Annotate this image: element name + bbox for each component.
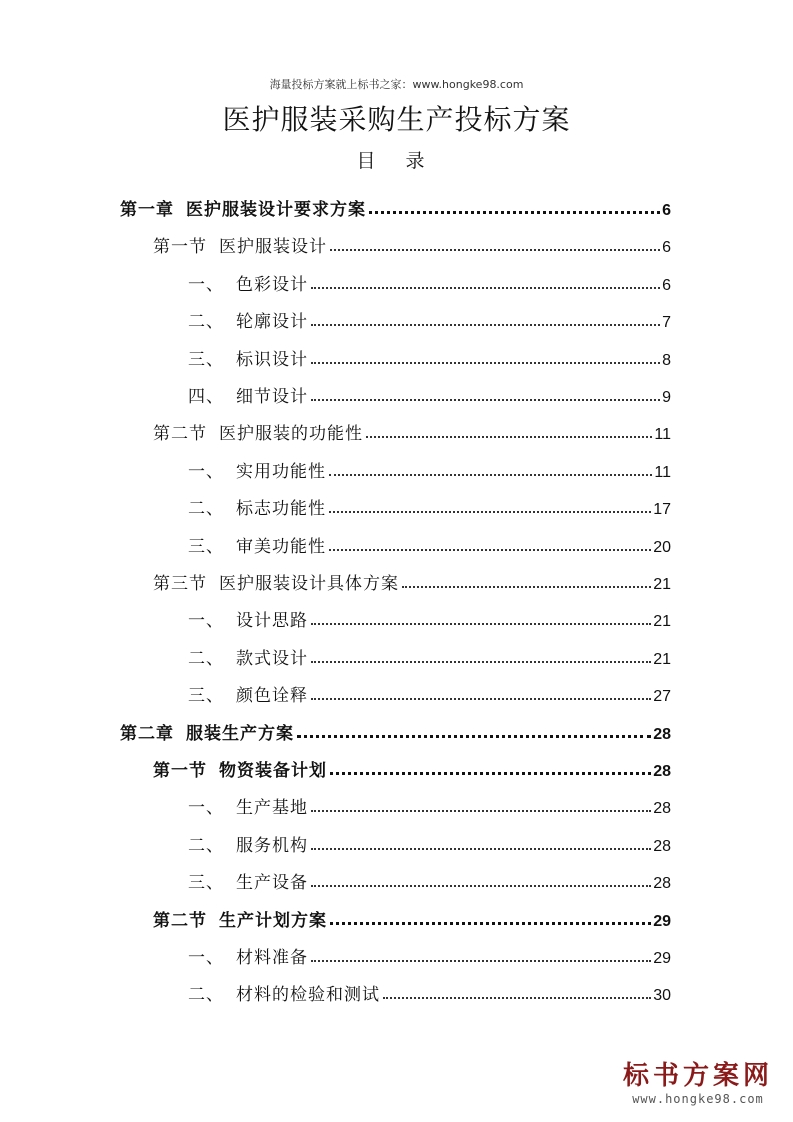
- toc-entry-title: 色彩设计: [236, 274, 308, 295]
- toc-entry-number: 二、: [188, 312, 224, 333]
- toc-entry-title: 生产设备: [236, 873, 308, 894]
- toc-entry[interactable]: [188, 632, 671, 669]
- toc-entry-number: 一、: [188, 611, 224, 632]
- toc-entry[interactable]: [153, 557, 671, 594]
- toc-page-number: 6: [662, 239, 671, 257]
- toc-entry[interactable]: [188, 482, 671, 519]
- toc-entry[interactable]: [120, 183, 671, 220]
- toc-entry-title: 医护服装设计: [219, 237, 327, 258]
- toc-entry[interactable]: [120, 707, 671, 744]
- toc-entry[interactable]: [153, 220, 671, 257]
- toc-entry[interactable]: [188, 856, 671, 893]
- toc-leader-dots: [311, 399, 660, 401]
- toc-entry[interactable]: [188, 968, 671, 1005]
- toc-entry-title: 医护服装的功能性: [219, 424, 363, 445]
- toc-entry[interactable]: [153, 744, 671, 781]
- toc-entry-number: 第一节: [153, 761, 207, 781]
- toc-leader-dots: [383, 997, 651, 999]
- toc-entry-label: [188, 532, 326, 557]
- toc-entry-label: [153, 232, 327, 257]
- toc-leader-dots: [311, 623, 651, 625]
- toc-leader-dots: [311, 848, 651, 850]
- toc-page-number: 11: [654, 426, 671, 444]
- toc-leader-dots: [329, 474, 652, 476]
- toc-page-number: 29: [653, 912, 671, 930]
- toc-entry-number: 二、: [188, 648, 224, 669]
- toc-entry[interactable]: [153, 407, 671, 444]
- toc-leader-dots: [297, 735, 651, 738]
- toc-entry-title: 细节设计: [236, 387, 308, 407]
- toc-leader-dots: [311, 324, 660, 326]
- toc-entry-title: 颜色诠释: [236, 686, 308, 707]
- toc-entry-number: 第三节: [153, 574, 207, 594]
- toc-leader-dots: [311, 287, 660, 289]
- document-title: 医护服装采购生产投标方案: [222, 103, 571, 136]
- toc-entry-number: 一、: [188, 461, 224, 482]
- toc-entry-title: 材料准备: [236, 948, 308, 968]
- toc-page-number: 28: [653, 875, 671, 893]
- toc-leader-dots: [311, 885, 651, 887]
- toc-entry-title: 医护服装设计要求方案: [186, 200, 366, 220]
- watermark-logo: [623, 1055, 773, 1106]
- toc-entry-label: [120, 195, 366, 220]
- toc-entry-label: [188, 307, 308, 332]
- toc-entry-title: 物资装备计划: [219, 761, 327, 781]
- toc-entry-label: [153, 906, 327, 931]
- toc-entry-number: 一、: [188, 948, 224, 968]
- toc-leader-dots: [330, 922, 651, 925]
- toc-entry-title: 服装生产方案: [186, 723, 294, 744]
- toc-entry[interactable]: [188, 445, 671, 482]
- toc-leader-dots: [330, 249, 660, 251]
- toc-entry-title: 生产基地: [236, 798, 308, 819]
- toc-entry-label: [188, 382, 308, 407]
- toc-page-number: 27: [653, 688, 671, 706]
- toc-entry[interactable]: [153, 894, 671, 931]
- toc-entry-label: [188, 606, 308, 631]
- toc-entry-label: [188, 980, 380, 1005]
- toc-page-number: 28: [653, 725, 671, 743]
- toc-entry-title: 材料的检验和测试: [236, 985, 380, 1006]
- toc-entry[interactable]: [188, 819, 671, 856]
- toc-entry-label: [188, 345, 308, 370]
- toc-entry-title: 款式设计: [236, 648, 308, 669]
- toc-entry-number: 第一章: [120, 200, 174, 220]
- toc-page-number: 9: [662, 389, 671, 406]
- toc-entry-title: 生产计划方案: [219, 910, 327, 931]
- toc-entry[interactable]: [188, 370, 671, 407]
- toc-page-number: 29: [653, 950, 671, 967]
- toc-page-number: 6: [662, 202, 671, 219]
- toc-entry-title: 实用功能性: [236, 461, 326, 482]
- toc-leader-dots: [311, 362, 660, 364]
- toc-entry-label: [153, 419, 363, 444]
- toc-entry-label: [188, 868, 308, 893]
- toc-leader-dots: [329, 549, 651, 551]
- toc-entry-title: 轮廓设计: [236, 312, 308, 333]
- toc-entry-title: 服务机构: [236, 835, 308, 856]
- toc-page-number: 6: [662, 276, 671, 294]
- toc-entry[interactable]: [188, 669, 671, 706]
- toc-page-number: 20: [653, 538, 671, 556]
- toc-entry[interactable]: [188, 520, 671, 557]
- toc-entry-title: 审美功能性: [236, 536, 326, 557]
- toc-entry-label: [188, 793, 308, 818]
- toc-page-number: 8: [662, 351, 671, 369]
- toc-entry-number: 三、: [188, 536, 224, 557]
- toc-page-number: 21: [653, 650, 671, 668]
- toc-entry-number: 第一节: [153, 237, 207, 258]
- watermark-title: 标书方案网: [622, 1061, 773, 1091]
- toc-entry-number: 三、: [188, 349, 224, 370]
- toc-entry-label: [188, 457, 326, 482]
- toc-page-number: 28: [653, 800, 671, 818]
- toc-entry-label: [188, 943, 308, 968]
- toc-leader-dots: [329, 511, 651, 513]
- toc-entry[interactable]: [188, 295, 671, 332]
- toc-entry-number: 第二章: [120, 723, 174, 744]
- toc-entry-label: [188, 270, 308, 295]
- toc-entry[interactable]: [188, 258, 671, 295]
- toc-page-number: 7: [662, 314, 671, 332]
- page-header: 海量投标方案就上标书之家：www.hongke98.com: [269, 78, 524, 91]
- toc-entry[interactable]: [188, 594, 671, 631]
- toc-entry[interactable]: [188, 781, 671, 818]
- toc-leader-dots: [311, 960, 651, 962]
- toc-entry-label: [153, 569, 399, 594]
- toc-page-number: 21: [653, 576, 671, 593]
- toc-page-number: 28: [653, 763, 671, 780]
- toc-leader-dots: [330, 772, 651, 775]
- toc-entry-label: [120, 719, 294, 744]
- toc-leader-dots: [402, 586, 651, 588]
- toc-page-number: 28: [653, 837, 671, 855]
- toc-entry-number: 第二节: [153, 910, 207, 931]
- watermark-url: www.hongke98.com: [632, 1092, 764, 1106]
- toc-entry-label: [188, 831, 308, 856]
- toc-page-number: 17: [653, 501, 671, 519]
- toc-entry[interactable]: [188, 931, 671, 968]
- toc-page-number: 21: [653, 613, 671, 631]
- toc-leader-dots: [311, 698, 651, 700]
- toc-leader-dots: [311, 810, 651, 812]
- toc-leader-dots: [366, 436, 652, 438]
- toc-entry-title: 标志功能性: [236, 499, 326, 520]
- toc-entry-label: [188, 644, 308, 669]
- toc-leader-dots: [369, 211, 660, 214]
- toc-entry[interactable]: [188, 333, 671, 370]
- toc-page-number: 11: [654, 463, 671, 481]
- toc-entry-label: [188, 494, 326, 519]
- toc-entry-title: 设计思路: [236, 611, 308, 632]
- toc-entry-number: 一、: [188, 274, 224, 295]
- toc-page-number: 30: [653, 987, 671, 1005]
- toc-entry-number: 三、: [188, 873, 224, 894]
- toc-leader-dots: [311, 661, 651, 663]
- toc-entry-number: 二、: [188, 499, 224, 520]
- toc-entry-title: 医护服装设计具体方案: [219, 574, 399, 594]
- toc-entry-title: 标识设计: [236, 349, 308, 370]
- toc-heading: 目 录: [356, 150, 437, 172]
- toc-entry-number: 四、: [188, 387, 224, 407]
- toc-entry-number: 二、: [188, 985, 224, 1006]
- toc-entry-label: [188, 681, 308, 706]
- toc-entry-number: 二、: [188, 835, 224, 856]
- toc-entry-number: 第二节: [153, 424, 207, 445]
- toc-entry-label: [153, 756, 327, 781]
- toc-entry-number: 一、: [188, 798, 224, 819]
- toc-entry-number: 三、: [188, 686, 224, 707]
